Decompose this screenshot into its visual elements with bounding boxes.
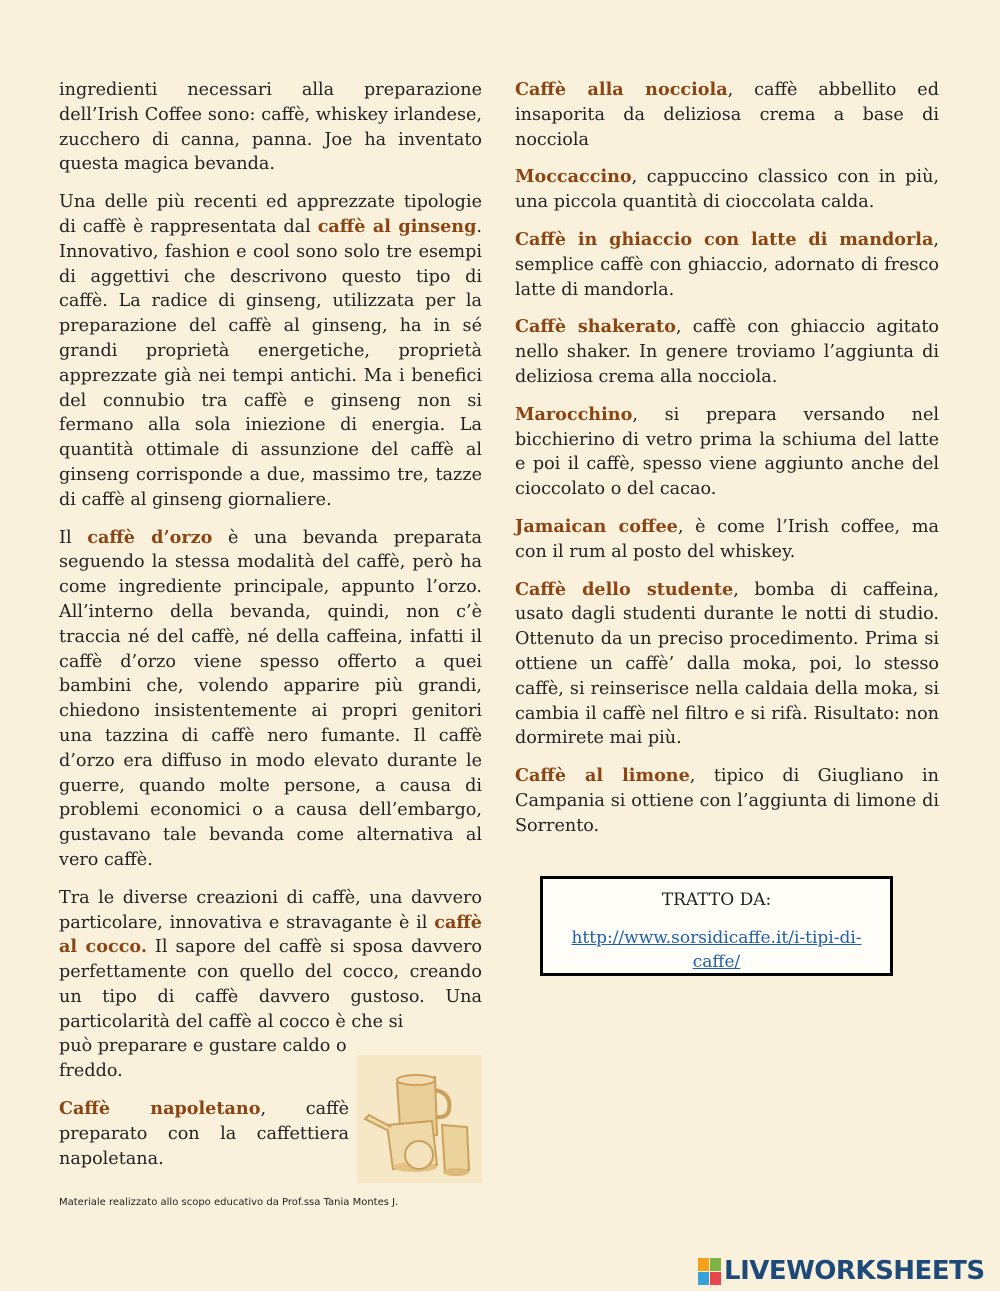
item-nocciola bbox=[515, 78, 939, 152]
paragraph-orzo bbox=[59, 526, 482, 873]
cocco-text-body: Il sapore del caffè si sposa davvero perfettamente con quello del cocco, creando un tipo di caffè davvero gustoso. Una particolarità del caffè al cocco è che si bbox=[59, 937, 482, 1032]
irish-coffee-text: ingredienti necessari alla preparazione dell’Irish Coffee sono: caffè, whiskey irlandese, zucchero di canna, panna. Joe ha inventato questa magica bevanda. bbox=[59, 80, 482, 175]
marocchino-text: , si prepara versando nel bicchierino di vetro prima la schiuma del latte e poi il caffè, spesso viene aggiunto anche del cioccolato o del cacao. bbox=[515, 404, 939, 500]
item-jamaican bbox=[515, 515, 939, 565]
term-moccaccino: Moccaccino bbox=[515, 166, 632, 188]
item-marocchino bbox=[515, 403, 939, 502]
term-jamaican-coffee: Jamaican coffee bbox=[515, 515, 678, 537]
term-caffe-shakerato: Caffè shakerato bbox=[515, 316, 676, 338]
paragraph-napoletano bbox=[59, 1097, 349, 1171]
source-box bbox=[540, 876, 893, 976]
right-column bbox=[515, 78, 939, 852]
footer-note: Materiale realizzato allo scopo educativo da Prof.ssa Tania Montes J. bbox=[59, 1197, 399, 1208]
term-caffe-ginseng: caffè al ginseng bbox=[317, 215, 477, 237]
logo-mark-icon bbox=[698, 1258, 721, 1285]
liveworksheets-logo[interactable] bbox=[698, 1256, 985, 1286]
jamaican-text: , è come l’Irish coffee, ma con il rum al posto del whiskey. bbox=[515, 516, 939, 562]
term-caffe-orzo: caffè d’orzo bbox=[87, 526, 213, 548]
term-caffe-studente: Caffè dello studente bbox=[515, 578, 734, 600]
item-studente bbox=[515, 578, 939, 752]
paragraph-cocco bbox=[59, 886, 482, 1035]
ghiaccio-text: , semplice caffè con ghiaccio, adornato di fresco latte di mandorla. bbox=[515, 229, 939, 300]
orzo-text-body: è una bevanda preparata seguendo la stessa modalità del caffè, però ha come ingrediente principale, appunto l’orzo. All’interno della bevanda, quindi, non c’è traccia né del caffè, né della caffeina, infatti il caffè d’orzo viene spesso offerto a quei bambini che, volendo apparire più grandi, chiedono insistentemente ai propri genitori una tazzina di caffè nero fumante. Il caffè d’orzo era diffuso in modo elevato durante le guerre, quando molte persone, a causa di problemi economici o a causa dell’embargo, gustavano tale bevanda come alternativa al vero caffè. bbox=[59, 527, 482, 870]
item-limone bbox=[515, 764, 939, 838]
paragraph-ginseng bbox=[59, 190, 482, 512]
term-caffe-limone: Caffè al limone bbox=[515, 765, 690, 787]
term-caffe-ghiaccio: Caffè in ghiaccio con latte di mandorla bbox=[515, 228, 934, 250]
studente-text: , bomba di caffeina, usato dagli studenti durante le notti di studio. Ottenuto da un preciso procedimento. Prima si ottiene un caffè’ dalla moka, poi, lo stesso caffè, si reinserisce nella caldaia della moka, si cambia il caffè nel filtro e si rifà. Risultato: non dormirete mai più. bbox=[515, 579, 939, 749]
cocco-text-tail: può preparare e gustare caldo o freddo. bbox=[59, 1036, 347, 1082]
napoletano-text: , caffè preparato con la caffettiera napoletana. bbox=[59, 1099, 349, 1169]
limone-text: , tipico di Giugliano in Campania si ottiene con l’aggiunta di limone di Sorrento. bbox=[515, 766, 939, 836]
source-link[interactable]: http://www.sorsidicaffe.it/i-tipi-di-caffe/ bbox=[571, 928, 862, 972]
item-moccaccino bbox=[515, 165, 939, 215]
item-shakerato bbox=[515, 315, 939, 389]
paragraph-cocco-tail bbox=[59, 1034, 349, 1084]
nocciola-text: , caffè abbellito ed insaporita da deliziosa crema a base di nocciola bbox=[515, 80, 939, 150]
term-caffe-napoletano: Caffè napoletano bbox=[59, 1098, 261, 1120]
cocco-text-intro: Tra le diverse creazioni di caffè, una davvero particolare, innovativa e stravagante è il bbox=[59, 887, 482, 933]
orzo-text-intro: Il bbox=[59, 527, 88, 548]
coffee-pot-icon bbox=[357, 1055, 482, 1183]
moccaccino-text: , cappuccino classico con in più, una piccola quantità di cioccolata calda. bbox=[515, 167, 939, 213]
shakerato-text: , caffè con ghiaccio agitato nello shaker. In genere troviamo l’aggiunta di deliziosa crema alla nocciola. bbox=[515, 317, 939, 387]
term-caffe-cocco: caffè al cocco. bbox=[59, 911, 482, 958]
ginseng-text-intro: Una delle più recenti ed apprezzate tipologie di caffè è rappresentata dal bbox=[59, 192, 482, 237]
term-marocchino: Marocchino bbox=[515, 403, 633, 425]
term-caffe-nocciola: Caffè alla nocciola bbox=[515, 79, 728, 100]
item-ghiaccio-mandorla bbox=[515, 228, 939, 302]
logo-text: LIVEWORKSHEETS bbox=[724, 1256, 985, 1286]
source-title: TRATTO DA: bbox=[661, 890, 772, 910]
paragraph-irish-coffee bbox=[59, 78, 482, 177]
ginseng-text-body: . Innovativo, fashion e cool sono solo tre esempi di aggettivi che descrivono questo tipo di caffè. La radice di ginseng, utilizzata per la preparazione del caffè al ginseng, ha in sé grandi proprietà energetiche, proprietà apprezzate già nei tempi antichi. Ma i benefici del connubio tra caffè e ginseng non si fermano alla sola iniezione di energia. La quantità ottimale di assunzione del caffè al ginseng corrisponde a due, massimo tre, tazze di caffè al ginseng giornaliere. bbox=[59, 216, 482, 510]
left-column bbox=[59, 78, 482, 1184]
